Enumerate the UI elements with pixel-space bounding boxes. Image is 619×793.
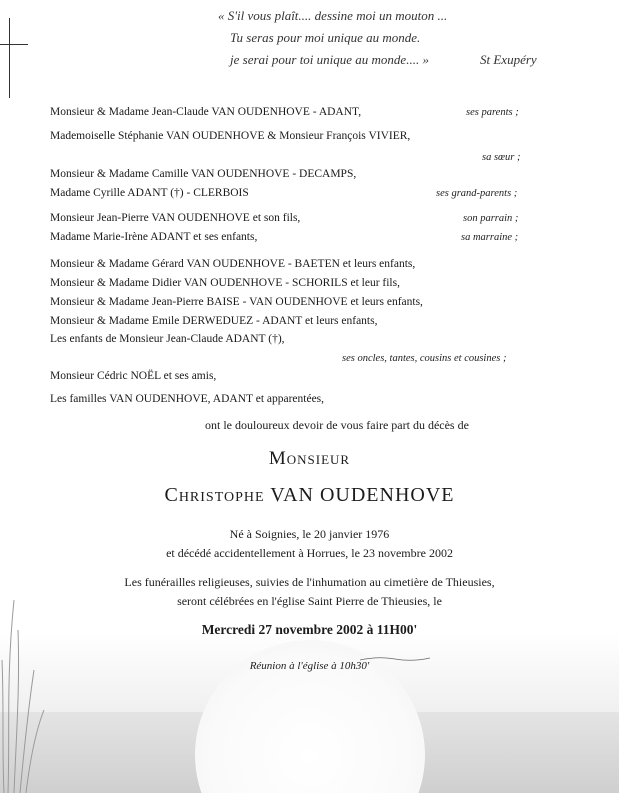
quote-line-1: « S'il vous plaît.... dessine moi un mouton ...: [218, 8, 448, 23]
family-role: ses parents ;: [466, 107, 519, 118]
family-line: Les enfants de Monsieur Jean-Claude ADANT (†),: [50, 333, 285, 345]
family-line: Monsieur & Madame Jean-Pierre BAISE - VAN OUDENHOVE et leurs enfants,: [50, 296, 423, 308]
family-line: Monsieur & Madame Jean-Claude VAN OUDENHOVE - ADANT,: [50, 106, 362, 118]
quote-line-2: Tu seras pour moi unique au monde.: [230, 30, 421, 45]
family-line: Madame Marie-Irène ADANT et ses enfants,: [50, 231, 258, 243]
deceased-name: Christophe VAN OUDENHOVE: [164, 484, 455, 506]
funeral-date: Mercredi 27 novembre 2002 à 11H00': [201, 622, 418, 637]
family-role: sa sœur ;: [482, 152, 521, 163]
family-role: ses oncles, tantes, cousins et cousines ;: [342, 353, 507, 364]
funeral-info-line-1: Les funérailles religieuses, suivies de l'inhumation au cimetière de Thieusies,: [124, 575, 495, 589]
cross-icon-horizontal: [0, 44, 28, 45]
family-line: Monsieur & Madame Gérard VAN OUDENHOVE - BAETEN et leurs enfants,: [50, 258, 416, 270]
family-role: son parrain ;: [463, 213, 519, 224]
family-role: ses grand-parents ;: [436, 188, 518, 199]
funeral-info-line-2: seront célébrées en l'église Saint Pierre de Thieusies, le: [177, 594, 442, 608]
family-line: Monsieur & Madame Didier VAN OUDENHOVE - SCHORILS et leur fils,: [50, 277, 400, 289]
cross-icon-vertical: [9, 18, 10, 98]
quote-signature: St Exupéry: [480, 52, 537, 67]
family-line: Les familles VAN OUDENHOVE, ADANT et apparentées,: [50, 393, 325, 405]
quote-line-3: je serai pour toi unique au monde.... »: [230, 52, 429, 67]
family-line: Monsieur Jean-Pierre VAN OUDENHOVE et son fils,: [50, 212, 301, 224]
death-info: et décédé accidentellement à Horrues, le 23 novembre 2002: [166, 546, 453, 560]
family-line: Monsieur & Madame Camille VAN OUDENHOVE - DECAMPS,: [50, 168, 357, 180]
family-line: Madame Cyrille ADANT (†) - CLERBOIS: [50, 187, 249, 199]
family-line: Monsieur & Madame Emile DERWEDUEZ - ADANT et leurs enfants,: [50, 315, 378, 327]
birth-info: Né à Soignies, le 20 janvier 1976: [229, 527, 390, 541]
family-line: Monsieur Cédric NOËL et ses amis,: [50, 370, 217, 382]
honorific-title: Monsieur: [268, 448, 351, 469]
reunion-info: Réunion à l'église à 10h30': [249, 660, 370, 672]
announcement-text: ont le douloureux devoir de vous faire part du décès de: [205, 418, 469, 432]
family-line: Mademoiselle Stéphanie VAN OUDENHOVE & Monsieur François VIVIER,: [50, 130, 411, 142]
family-role: sa marraine ;: [461, 232, 519, 243]
